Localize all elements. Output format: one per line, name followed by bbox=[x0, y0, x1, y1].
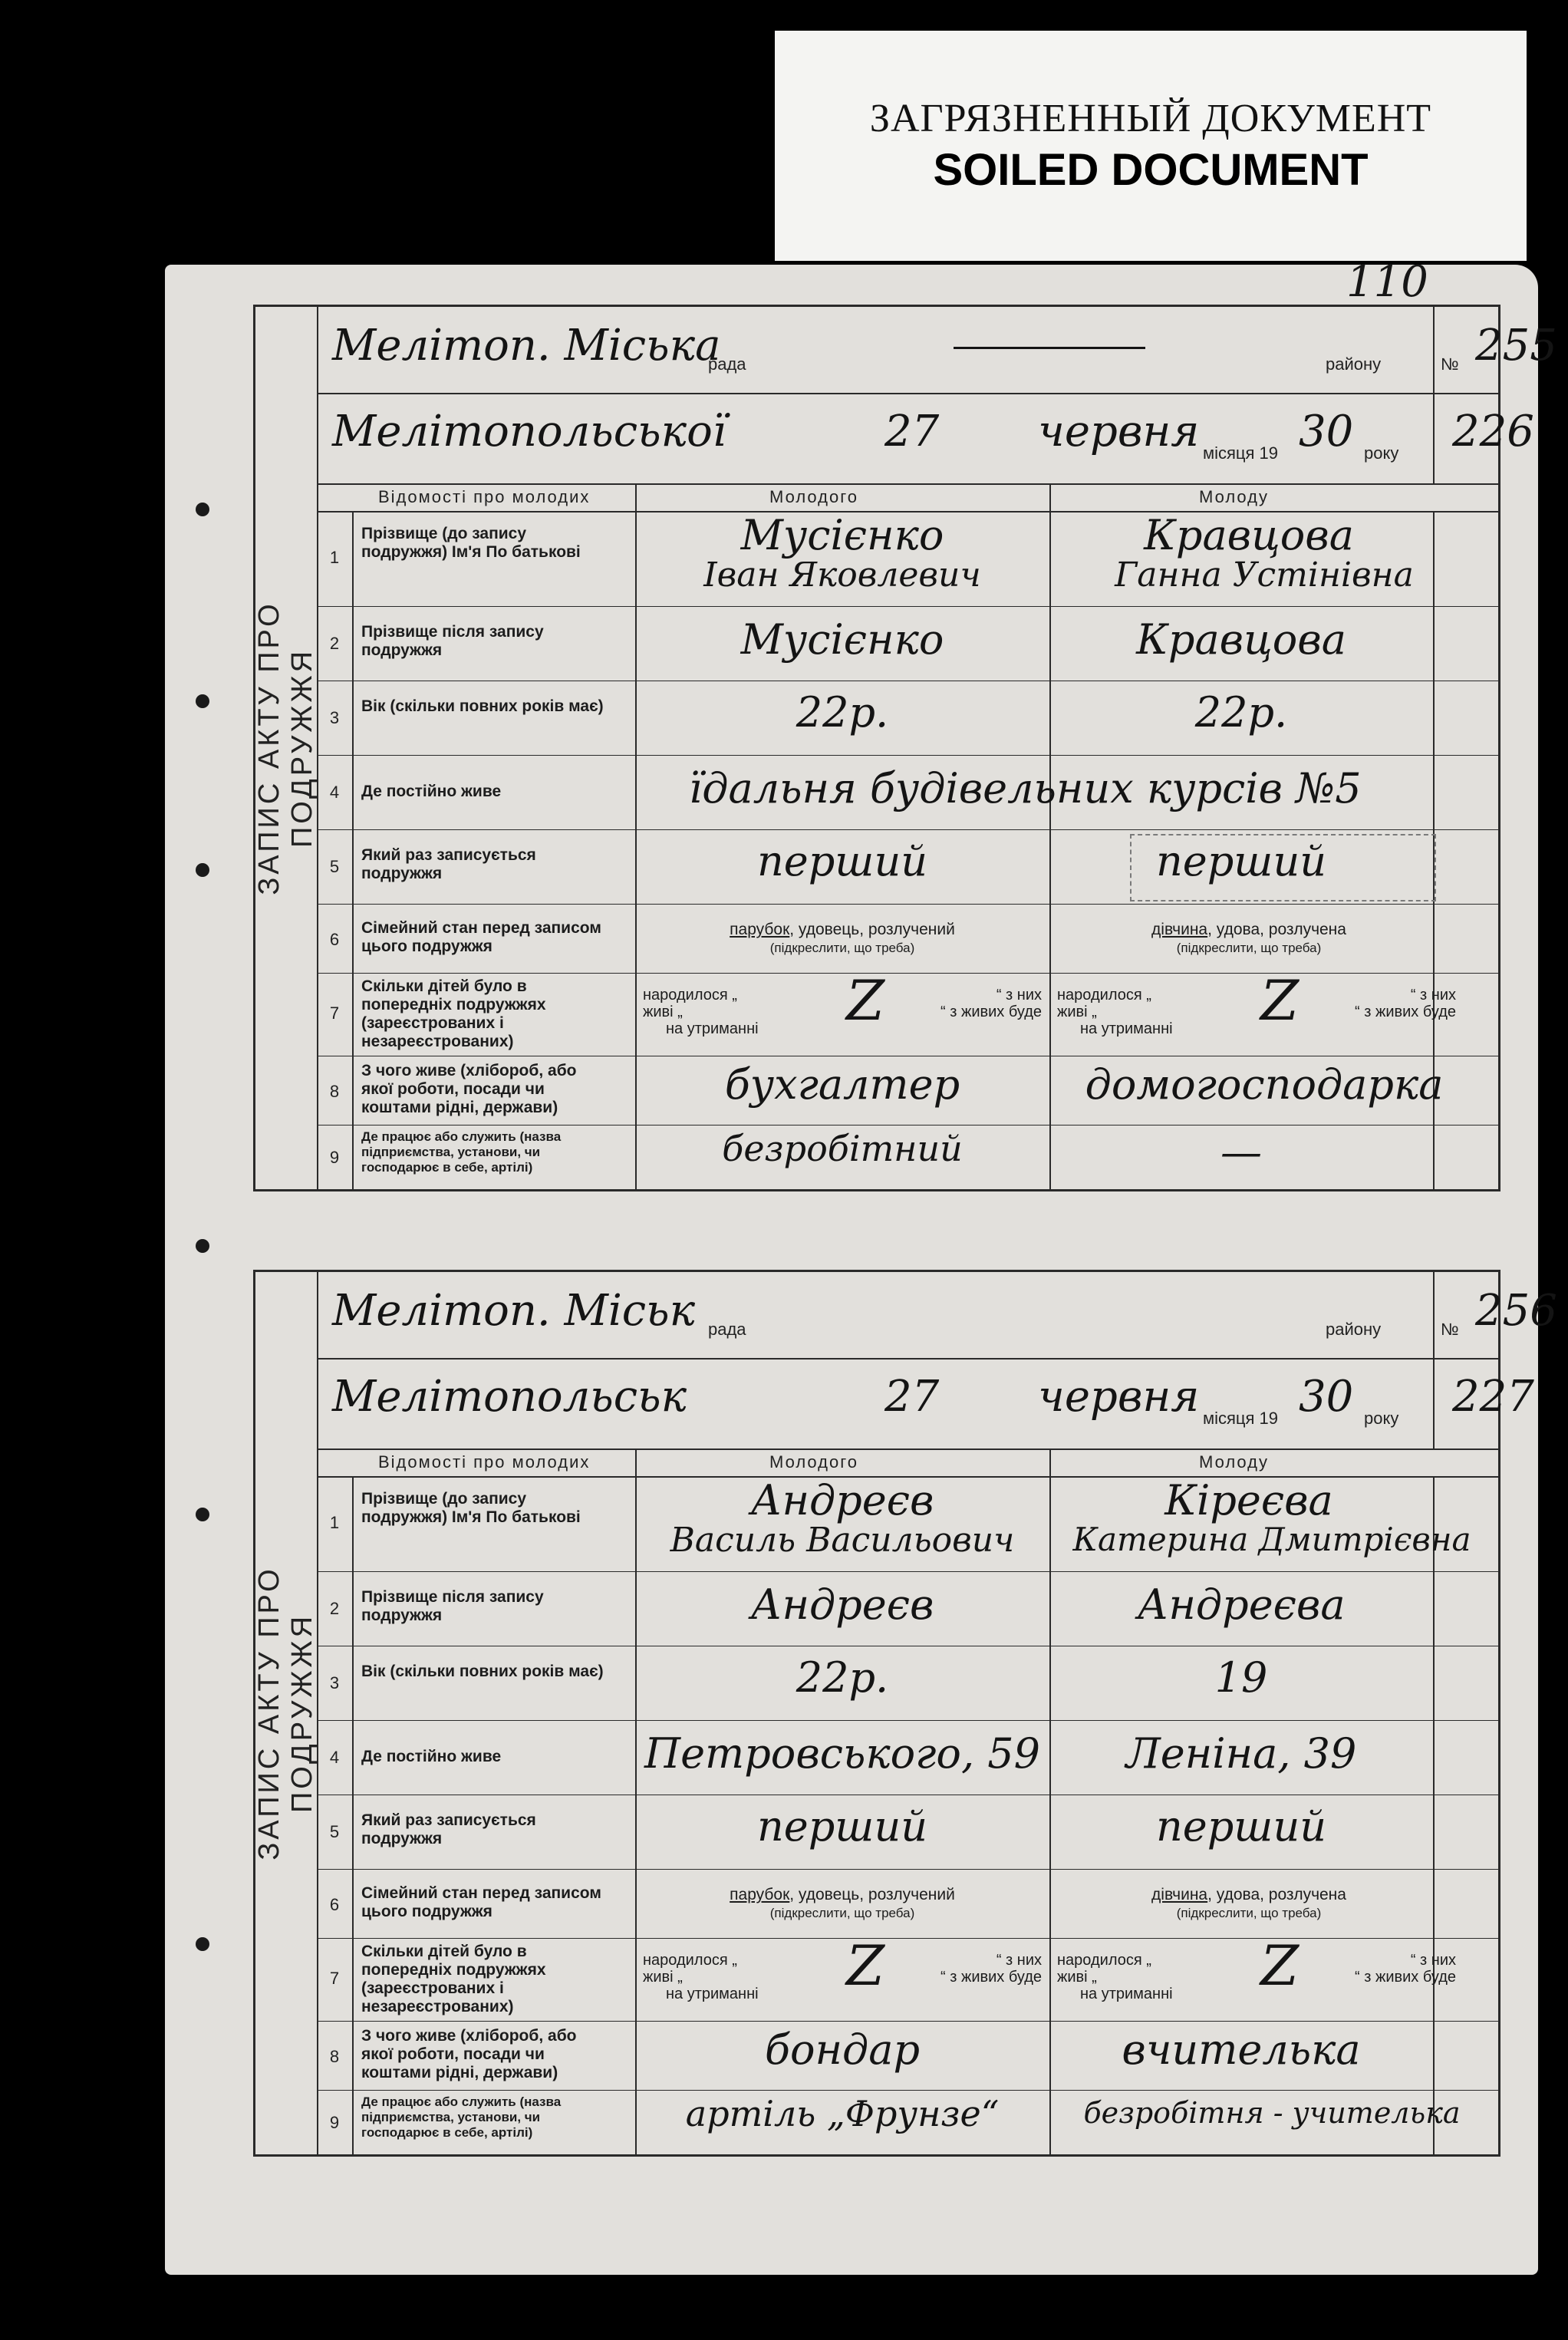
groom-children-count: народилося „ “ з них живі „ “ з живих буде на утриманні bbox=[643, 1952, 1042, 2002]
binder-hole bbox=[196, 863, 209, 877]
binder-hole bbox=[196, 1937, 209, 1951]
year-label: року bbox=[1364, 443, 1399, 463]
year-value: 30 bbox=[1299, 1372, 1354, 1422]
day-value: 27 bbox=[884, 407, 940, 456]
bride-residence: Леніна, 39 bbox=[1125, 1729, 1357, 1778]
groom-children-count: народилося „ “ з них живі „ “ з живих буде на утриманні bbox=[643, 987, 1042, 1037]
groom-occupation: бондар bbox=[764, 2025, 921, 2074]
col-bride: Молоду bbox=[1199, 487, 1269, 506]
table-header bbox=[317, 1448, 1498, 1478]
month-label: місяця 19 bbox=[1203, 1409, 1279, 1428]
groom-marital-status: парубок, удовець, розлучений (підкреслити, що треба) bbox=[730, 1886, 955, 1920]
bride-children-count: народилося „ “ з них живі „ “ з живих буде на утриманні bbox=[1057, 1952, 1456, 2002]
rada-label: рада bbox=[708, 1320, 746, 1339]
groom-workplace: безробітний bbox=[722, 1128, 963, 1169]
binder-hole bbox=[196, 1239, 209, 1253]
table-row: 4 Де постійно живе Петровського, 59 Леніна, 39 bbox=[317, 1720, 1498, 1795]
record-number: 255 bbox=[1475, 321, 1557, 371]
col-groom: Молодого bbox=[769, 1452, 859, 1472]
table-row: 5 Який раз записується подружжя перший перший bbox=[317, 829, 1498, 905]
day-value: 27 bbox=[884, 1372, 940, 1422]
table-row: 2 Прізвище після запису подружжя Мусієнко Кравцова bbox=[317, 606, 1498, 681]
groom-times: перший bbox=[756, 1802, 927, 1851]
okrug-value: Мелітопольської bbox=[332, 407, 726, 456]
bride-given-name: Катерина Дмитрієвна bbox=[1072, 1521, 1471, 1558]
table-row: 7 Скільки дітей було в попередніх подружжях (зареєстрованих і незареєстрованих) народилося „ “ з них живі „ “ з живих буде на утриманні Z народилося „ “ з них живі „ “ з живих буде на утриманні Z bbox=[317, 1938, 1498, 2022]
groom-times: перший bbox=[756, 837, 927, 885]
table-row: 1 Прізвище (до запису подружжя) Ім'я По батькові Андреєв Василь Васильович Кіреєва Катерина Дмитрієвна bbox=[317, 1476, 1498, 1572]
groom-residence: їдальня будівельних курсів №5 bbox=[689, 764, 1362, 812]
record-number: 256 bbox=[1475, 1286, 1557, 1336]
col-info: Відомості про молодих bbox=[378, 487, 591, 506]
month-value: червня bbox=[1038, 407, 1200, 456]
bride-given-name: Ганна Устінівна bbox=[1115, 555, 1414, 595]
month-label: місяця 19 bbox=[1203, 443, 1279, 463]
table-row: 8 З чого живе (хлібороб, або якої роботи, посади чи коштами рідні, держави) бондар вчителька bbox=[317, 2021, 1498, 2091]
col-info: Відомості про молодих bbox=[378, 1452, 591, 1472]
bride-surname-after: Кравцова bbox=[1136, 615, 1346, 664]
table-row: 2 Прізвище після запису подружжя Андреєв Андреєва bbox=[317, 1571, 1498, 1646]
bride-surname: Кравцова bbox=[1144, 511, 1354, 559]
groom-surname-after: Андреєв bbox=[750, 1580, 934, 1629]
marriage-record-1 bbox=[253, 305, 1557, 1191]
table-row: 9 Де працює або служить (назва підприємства, установи, чи господарює в себе, артілі) безробітний — bbox=[317, 1125, 1498, 1189]
bride-children-count: народилося „ “ з них живі „ “ з живих буде на утриманні bbox=[1057, 987, 1456, 1037]
side-title: ЗАПИС АКТУ ПРО ПОДРУЖЖЯ bbox=[253, 1566, 318, 1860]
table-row: 3 Вік (скільки повних років має) 22р. 22р. bbox=[317, 681, 1498, 756]
rada-value: Мелітоп. Міська bbox=[332, 321, 721, 371]
record-table bbox=[317, 1448, 1498, 2154]
bride-marital-status: дівчина, удова, розлучена (підкреслити, що треба) bbox=[1151, 1886, 1346, 1920]
okrug-value: Мелітопольськ bbox=[332, 1372, 687, 1422]
raion-label: району bbox=[1326, 1320, 1382, 1339]
col-bride: Молоду bbox=[1199, 1452, 1269, 1472]
record-number-2: 226 bbox=[1452, 407, 1534, 456]
table-row: 7 Скільки дітей було в попередніх подружжях (зареєстрованих і незареєстрованих) народилося „ “ з них живі „ “ з живих буде на утриманні Z народилося „ “ з них живі „ “ з живих буде на утриманні Z bbox=[317, 973, 1498, 1056]
bride-surname-after: Андреєва bbox=[1137, 1580, 1346, 1629]
binder-hole bbox=[196, 1508, 209, 1521]
bride-age: 19 bbox=[1214, 1653, 1268, 1702]
bride-occupation: домогосподарка bbox=[1085, 1060, 1444, 1109]
col-groom: Молодого bbox=[769, 487, 859, 506]
groom-workplace: артіль „Фрунзе“ bbox=[685, 2093, 1000, 2134]
table-row: 3 Вік (скільки повних років має) 22р. 19 bbox=[317, 1646, 1498, 1721]
side-column bbox=[255, 307, 318, 1189]
table-row: 9 Де працює або служить (назва підприємства, установи, чи господарює в себе, артілі) артіль „Фрунзе“ безробітня - учителька bbox=[317, 2090, 1498, 2154]
side-column bbox=[255, 1272, 318, 2154]
number-label: № bbox=[1441, 1320, 1459, 1339]
number-label: № bbox=[1441, 354, 1459, 374]
table-row: 5 Який раз записується подружжя перший перший bbox=[317, 1795, 1498, 1870]
soiled-document-label bbox=[775, 31, 1527, 261]
record-header bbox=[317, 1272, 1557, 1450]
bride-marital-status: дівчина, удова, розлучена (підкреслити, що треба) bbox=[1151, 921, 1346, 955]
groom-occupation: бухгалтер bbox=[724, 1060, 960, 1109]
table-row: 4 Де постійно живе їдальня будівельних курсів №5 bbox=[317, 755, 1498, 830]
groom-marital-status: парубок, удовець, розлучений (підкреслити, що треба) bbox=[730, 921, 955, 955]
binder-hole bbox=[196, 694, 209, 708]
bride-times: перший bbox=[1155, 837, 1326, 885]
side-title: ЗАПИС АКТУ ПРО ПОДРУЖЖЯ bbox=[253, 601, 318, 895]
bride-workplace: — bbox=[1220, 1128, 1262, 1176]
table-header bbox=[317, 483, 1498, 512]
bride-occupation: вчителька bbox=[1122, 2025, 1361, 2074]
marriage-record-2 bbox=[253, 1270, 1557, 2157]
year-value: 30 bbox=[1299, 407, 1354, 456]
label-english: SOILED DOCUMENT bbox=[933, 145, 1369, 195]
groom-given-name: Іван Яковлевич bbox=[703, 555, 981, 595]
groom-surname: Андреєв bbox=[750, 1476, 934, 1524]
bride-surname: Кіреєва bbox=[1164, 1476, 1333, 1524]
groom-given-name: Василь Васильович bbox=[670, 1521, 1015, 1560]
registry-page bbox=[165, 257, 1557, 2275]
table-row: 8 З чого живе (хлібороб, або якої роботи, посади чи коштами рідні, держави) бухгалтер домогосподарка bbox=[317, 1056, 1498, 1126]
bride-age: 22р. bbox=[1194, 688, 1288, 737]
table-row: 6 Сімейний стан перед записом цього подружжя парубок, удовець, розлучений (підкреслити, що треба) дівчина, удова, розлучена (підкреслити, що треба) bbox=[317, 1869, 1498, 1939]
table-row: 6 Сімейний стан перед записом цього подружжя парубок, удовець, розлучений (підкреслити, що треба) дівчина, удова, розлучена (підкреслити, що треба) bbox=[317, 904, 1498, 974]
label-russian: ЗАГРЯЗНЕННЫЙ ДОКУМЕНТ bbox=[869, 97, 1432, 140]
year-label: року bbox=[1364, 1409, 1399, 1428]
page-number: 110 bbox=[1346, 257, 1428, 307]
record-header bbox=[317, 307, 1557, 485]
rada-value: Мелітоп. Міськ bbox=[332, 1286, 696, 1336]
record-table bbox=[317, 483, 1498, 1189]
bride-workplace: безробітня - учителька bbox=[1083, 2096, 1461, 2130]
groom-surname: Мусієнко bbox=[740, 511, 944, 559]
table-row: 1 Прізвище (до запису подружжя) Ім'я По батькові Мусієнко Іван Яковлевич Кравцова Ганна Устінівна bbox=[317, 511, 1498, 607]
raion-label: району bbox=[1326, 354, 1382, 374]
record-number-2: 227 bbox=[1452, 1372, 1534, 1422]
groom-surname-after: Мусієнко bbox=[740, 615, 944, 664]
groom-residence: Петровського, 59 bbox=[644, 1729, 1040, 1778]
groom-age: 22р. bbox=[796, 1653, 889, 1702]
binder-hole bbox=[196, 503, 209, 516]
rada-label: рада bbox=[708, 354, 746, 374]
groom-age: 22р. bbox=[796, 688, 889, 737]
bride-times: перший bbox=[1155, 1802, 1326, 1851]
month-value: червня bbox=[1038, 1372, 1200, 1422]
